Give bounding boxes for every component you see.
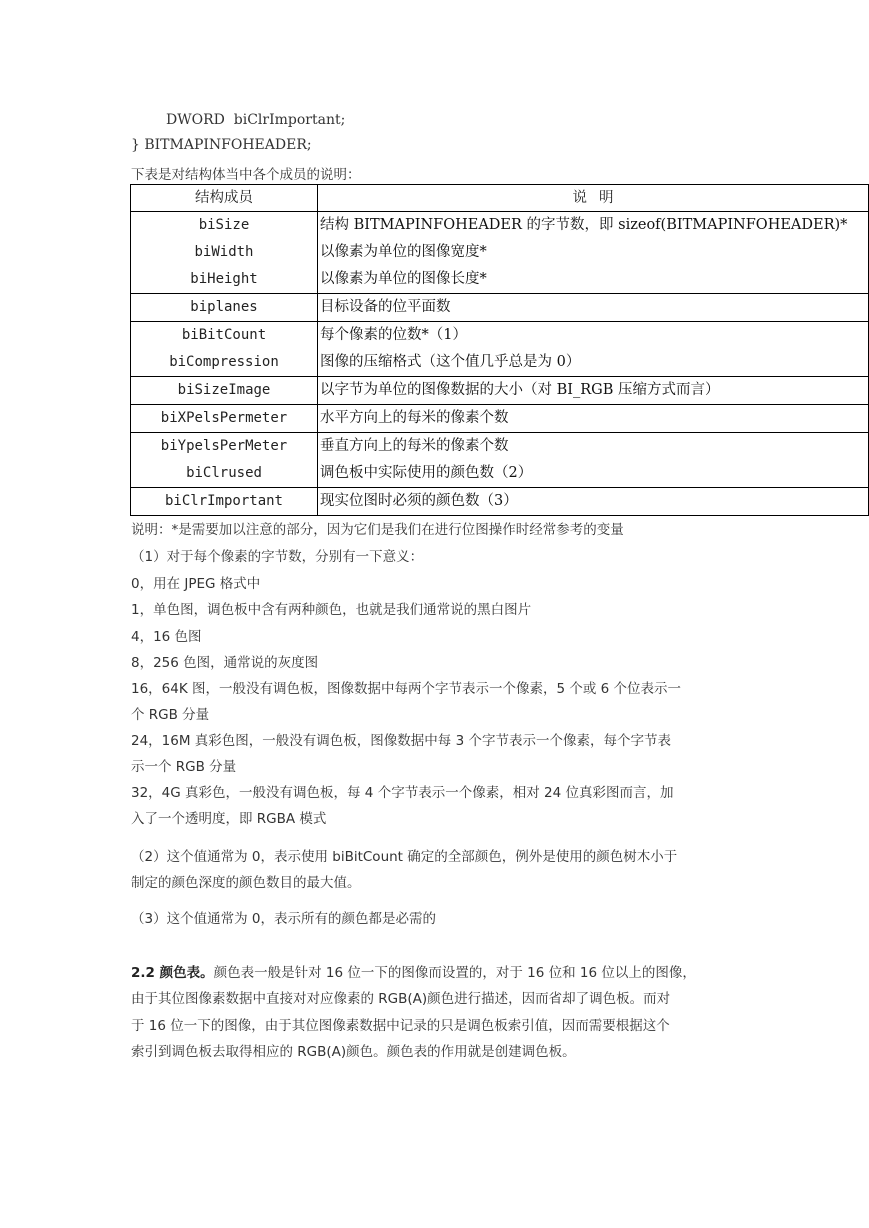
member-cell xyxy=(131,433,318,488)
member-cell xyxy=(131,377,318,405)
member-name: biCompression xyxy=(169,354,279,370)
table-row xyxy=(131,377,869,405)
note-1-title: （1）对于每个像素的字节数，分别有一下意义： xyxy=(131,549,424,565)
member-table xyxy=(130,184,869,516)
member-description: 目标设备的位平面数 xyxy=(320,299,451,315)
member-description: 以像素为单位的图像长度* xyxy=(320,271,487,287)
member-name: biXPelsPermeter xyxy=(160,410,288,426)
table-intro: 下表是对结构体当中各个成员的说明： xyxy=(131,167,361,183)
member-name: biYpelsPerMeter xyxy=(160,438,288,454)
note-1-item-24-cont: 示一个 RGB 分量 xyxy=(131,759,237,775)
table-row xyxy=(131,294,869,322)
member-name: biWidth xyxy=(194,244,254,260)
note-1-item-24: 24，16M 真彩色图，一般没有调色板，图像数据中每 3 个字节表示一个像素，每个字节表 xyxy=(131,733,671,749)
note-1-item-16-cont: 个 RGB 分量 xyxy=(131,707,210,723)
note-1-item-8: 8，256 色图，通常说的灰度图 xyxy=(131,655,319,671)
note-1-item-4: 4，16 色图 xyxy=(131,629,202,645)
member-name: biClrImportant xyxy=(164,493,283,509)
note-asterisk: 说明：*是需要加以注意的部分，因为它们是我们在进行位图操作时经常参考的变量 xyxy=(131,522,624,538)
description-cell xyxy=(318,212,869,294)
note-2-cont: 制定的颜色深度的颜色数目的最大值。 xyxy=(131,875,361,891)
section-text: 颜色表一般是针对 16 位一下的图像而设置的，对于 16 位和 16 位以上的图像， xyxy=(213,965,696,981)
member-name: biClrused xyxy=(186,465,262,481)
member-description: 以字节为单位的图像数据的大小（对 BI_RGB 压缩方式而言） xyxy=(320,382,720,398)
table-row xyxy=(131,433,869,488)
section-paragraph-line-2: 由于其位图像素数据中直接对对应像素的 RGB(A)颜色进行描述，因而省却了调色板。而对 xyxy=(131,991,671,1007)
description-cell xyxy=(318,433,869,488)
member-cell xyxy=(131,405,318,433)
member-name: biHeight xyxy=(190,271,258,287)
member-name: biBitCount xyxy=(181,327,267,343)
note-1-item-32-cont: 入了一个透明度，即 RGBA 模式 xyxy=(131,811,327,827)
description-cell xyxy=(318,405,869,433)
member-cell xyxy=(131,488,318,516)
section-paragraph-line-3: 于 16 位一下的图像，由于其位图像素数据中记录的只是调色板索引值，因而需要根据这个 xyxy=(131,1018,670,1034)
member-name: biSize xyxy=(198,217,250,233)
note-1-item-1: 1，单色图，调色板中含有两种颜色，也就是我们通常说的黑白图片 xyxy=(131,602,532,618)
member-description: 结构 BITMAPINFOHEADER 的字节数，即 sizeof(BITMAPINFOHEADER)* xyxy=(320,217,848,233)
member-description: 每个像素的位数*（1） xyxy=(320,327,467,343)
table-row xyxy=(131,488,869,516)
section-heading: 2.2 颜色表。 xyxy=(131,965,214,981)
member-description: 水平方向上的每米的像素个数 xyxy=(320,410,509,426)
member-description: 垂直方向上的每米的像素个数 xyxy=(320,438,509,454)
note-3: （3）这个值通常为 0，表示所有的颜色都是必需的 xyxy=(131,911,436,927)
section-paragraph-line-1 xyxy=(131,961,696,981)
table-header-row xyxy=(131,185,869,212)
member-description: 以像素为单位的图像宽度* xyxy=(320,244,487,260)
table-row xyxy=(131,212,869,294)
code-line-dword: DWORD biClrImportant; xyxy=(166,112,346,128)
description-cell xyxy=(318,377,869,405)
table-row xyxy=(131,322,869,377)
member-cell xyxy=(131,294,318,322)
section-paragraph-line-4: 索引到调色板去取得相应的 RGB(A)颜色。颜色表的作用就是创建调色板。 xyxy=(131,1044,576,1060)
member-description: 调色板中实际使用的颜色数（2） xyxy=(320,465,533,481)
code-line-struct-end: } BITMAPINFOHEADER; xyxy=(131,137,312,153)
member-cell xyxy=(131,322,318,377)
description-cell xyxy=(318,294,869,322)
header-member: 结构成员 xyxy=(131,185,318,212)
member-cell xyxy=(131,212,318,294)
description-cell xyxy=(318,322,869,377)
header-description: 说明 xyxy=(318,185,869,212)
note-1-item-0: 0，用在 JPEG 格式中 xyxy=(131,576,261,592)
member-name: biSizeImage xyxy=(177,382,271,398)
note-1-item-16: 16，64K 图，一般没有调色板，图像数据中每两个字节表示一个像素，5 个或 6 个位表示一 xyxy=(131,681,682,697)
table-row xyxy=(131,405,869,433)
note-1-item-32: 32，4G 真彩色，一般没有调色板，每 4 个字节表示一个像素，相对 24 位真彩图而言，加 xyxy=(131,785,674,801)
member-description: 现实位图时必须的颜色数（3） xyxy=(320,493,518,509)
description-cell xyxy=(318,488,869,516)
member-description: 图像的压缩格式（这个值几乎总是为 0） xyxy=(320,354,581,370)
note-2: （2）这个值通常为 0，表示使用 biBitCount 确定的全部颜色，例外是使用的颜色树木小于 xyxy=(131,849,678,865)
member-name: biplanes xyxy=(190,299,258,315)
